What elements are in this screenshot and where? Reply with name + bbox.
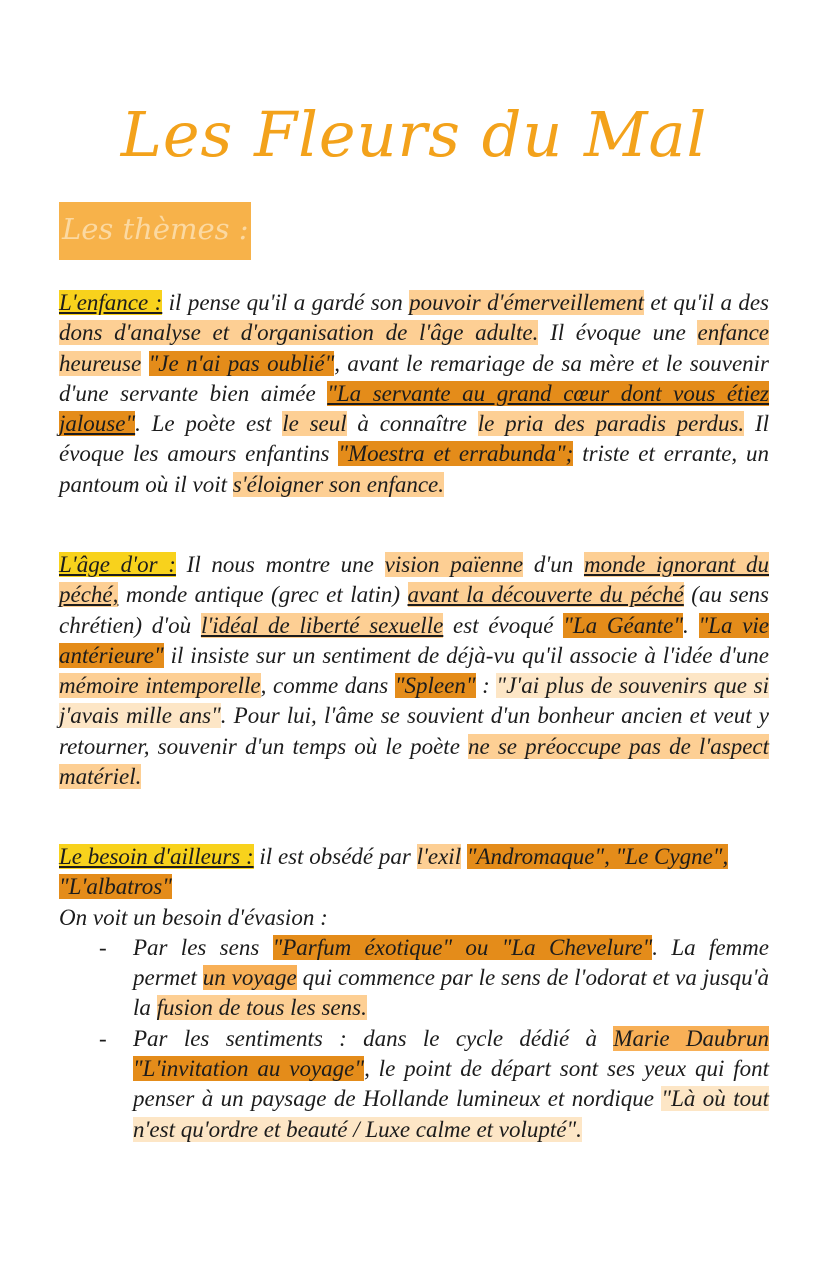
highlight: ne se préoccupe pas de l'aspect matériel. — [59, 733, 769, 790]
list-item — [59, 1024, 769, 1145]
highlight: l'idéal de liberté sexuelle — [200, 612, 444, 638]
text: . Le poète est — [135, 411, 283, 437]
text: , avant le remariage de sa mère et le souvenir d'une servante bien aimée — [59, 350, 769, 406]
text: Par les sens — [133, 934, 273, 960]
quote-highlight: "La Géante" — [563, 612, 683, 638]
text: il est obsédé par — [253, 844, 417, 869]
highlight: le seul — [282, 411, 347, 437]
highlight: mémoire intemporelle — [59, 673, 261, 699]
text: Par les sentiments : dans le cycle dédié à — [133, 1025, 614, 1051]
paragraph-childhood — [59, 288, 769, 500]
quote-highlight: "L'invitation au voyage" — [133, 1056, 365, 1082]
highlight: monde ignorant du péché, — [59, 552, 769, 608]
highlight: pouvoir d'émerveillement — [409, 290, 644, 315]
text: Il nous montre une — [175, 552, 385, 577]
paragraph-golden-age — [59, 550, 769, 792]
highlight: s'éloigner son enfance. — [232, 471, 445, 497]
text: à connaître — [346, 411, 478, 437]
paragraph-elsewhere — [59, 842, 769, 1145]
text: et qu'il a des — [643, 290, 769, 315]
text: : — [475, 673, 497, 699]
theme-label-golden-age: L'âge d'or : — [59, 552, 176, 577]
text: Il évoque les amours enfantins — [59, 411, 769, 467]
text: d'un — [523, 552, 584, 577]
quote-highlight: "Andromaque", "Le Cygne", "L'albatros" — [59, 844, 729, 900]
highlight: enfance heureuse — [59, 320, 769, 376]
highlight: avant la découverte du péché — [407, 582, 684, 608]
list-dash: - — [99, 934, 107, 960]
highlight: fusion de tous les sens. — [156, 995, 367, 1021]
highlight: Marie Daubrun — [613, 1025, 769, 1051]
text: monde antique (grec et latin) — [118, 582, 408, 608]
text: Il évoque une — [538, 320, 698, 346]
highlight: l'exil — [416, 844, 462, 869]
text — [461, 844, 467, 869]
highlight: vision païenne — [384, 552, 524, 577]
evasion-list — [59, 933, 769, 1145]
quote-highlight: "Là où tout n'est qu'ordre et beauté / Luxe calme et volupté". — [133, 1086, 769, 1142]
highlight: le pria des paradis perdus. — [477, 411, 745, 437]
text: est évoqué — [443, 612, 564, 638]
highlight: dons d'analyse et d'organisation de l'âge adulte. — [59, 320, 539, 346]
quote-highlight: "Moestra et errabunda"; — [338, 441, 574, 467]
list-item — [59, 933, 769, 1024]
text: triste et errante, un pantoum où il voit — [59, 441, 770, 497]
text: . La femme permet — [133, 934, 769, 991]
text: . — [683, 612, 699, 638]
text: , comme dans — [260, 673, 395, 699]
page-title: Les Fleurs du Mal — [120, 98, 708, 171]
text: , le point de départ sont ses yeux qui font penser à un paysage de Hollande lumineux et nordique — [133, 1056, 770, 1112]
theme-label-elsewhere: Le besoin d'ailleurs : — [59, 844, 254, 869]
quote-highlight: "La vie antérieure" — [59, 612, 770, 668]
text: qui commence par le sens de l'odorat et va jusqu'à la — [133, 965, 769, 1021]
text: il pense qu'il a gardé son — [162, 290, 410, 315]
highlight: un voyage — [202, 965, 297, 991]
quote-highlight: "Parfum éxotique" ou "La Chevelure" — [272, 934, 653, 960]
quote-highlight: "J'ai plus de souvenirs que si j'avais mille ans" — [59, 673, 769, 729]
text: . Pour lui, l'âme se souvient d'un bonheur ancien et veut y retourner, souvenir d'un temps où le poète — [59, 703, 769, 759]
quote-highlight: "La servante au grand cœur dont vous étiez jalouse" — [59, 380, 770, 437]
text: (au sens chrétien) d'où — [59, 582, 769, 638]
theme-label-childhood: L'enfance : — [59, 290, 163, 315]
list-dash: - — [99, 1025, 107, 1051]
evasion-intro: On voit un besoin d'évasion : — [59, 904, 328, 930]
quote-highlight: "Je n'ai pas oublié" — [148, 350, 335, 376]
text — [141, 351, 148, 376]
text: il insiste sur un sentiment de déjà-vu qu'il associe à l'idée d'une — [163, 642, 769, 668]
section-heading: Les thèmes : — [62, 212, 249, 246]
quote-highlight: "Spleen" — [394, 673, 476, 699]
